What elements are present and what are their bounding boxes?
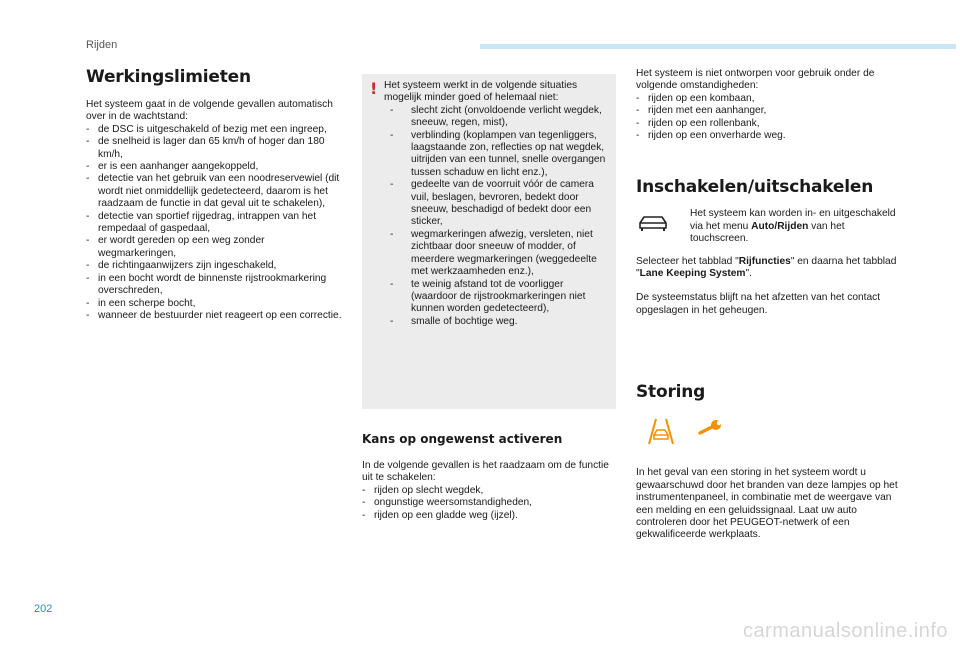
right-column [636, 68, 898, 542]
select-suffix: ". [745, 268, 752, 280]
list-item: - wanneer de bestuurder niet reageert op een correctie. [86, 310, 344, 322]
list-item: - slecht zicht (onvoldoende verlicht wegdek, sneeuw, regen, mist), [390, 105, 610, 130]
lane-keeping-warning-icon [644, 417, 678, 449]
not-designed-list [636, 93, 898, 143]
list-item: - rijden op slecht wegdek, [362, 485, 616, 497]
switching-title: Inschakelen/uitschakelen [636, 177, 874, 198]
watermark: carmanualsonline.info [742, 620, 948, 642]
unwanted-list [362, 485, 616, 522]
select-prefix: Selecteer het tabblad " [636, 255, 739, 267]
list-item: - wegmarkeringen afwezig, versleten, niet zichtbaar door sneeuw of modder, of meerdere wegmarkeringen (weggedeelte met werkzaamheden enz.), [390, 229, 610, 279]
list-item: - de DSC is uitgeschakeld of bezig met een ingreep, [86, 124, 344, 136]
menu-path: Auto/Rijden [751, 220, 809, 232]
car-front-icon [636, 208, 690, 238]
list-item: - ongunstige weersomstandigheden, [362, 497, 616, 509]
switching-text-suffix: van het touchscreen. [690, 220, 845, 245]
switching-icon-text [690, 208, 898, 245]
list-item: - rijden op een onverharde weg. [636, 130, 898, 142]
list-item: - er is een aanhanger aangekoppeld, [86, 161, 344, 173]
tab-name-rijfuncties: Rijfuncties [738, 255, 791, 267]
list-item: - gedeelte van de voorruit vóór de camera vuil, beslagen, bevroren, bedekt door sneeuw, beschadigd of bedekt door een sticker, [390, 179, 610, 229]
list-item: - detectie van sportief rijgedrag, intrappen van het rempedaal of gaspedaal, [86, 211, 344, 236]
unwanted-intro: In de volgende gevallen is het raadzaam om de functie uit te schakelen: [362, 460, 609, 484]
list-item: - detectie van het gebruik van een noodreservewiel (dit wordt niet onmiddellijk gedetecteerd, daarom is het raadzaam de functie in dat geval uit te schakelen), [86, 173, 344, 210]
limits-section [86, 66, 344, 322]
list-item: - smalle of bochtige weg. [390, 316, 610, 328]
list-item: - rijden met een aanhanger, [636, 105, 898, 117]
list-item: - in een bocht wordt de binnenste rijstrookmarkering overschreden, [86, 273, 344, 298]
warning-box [362, 74, 616, 409]
header-bar [480, 44, 956, 49]
fault-text: In het geval van een storing in het systeem wordt u gewaarschuwd door het branden van deze lampjes op het instrumentenpaneel, in combinatie met de weergave van een melding en een geluidssignaal. Laat uw auto controleren door het PEUGEOT-netwerk of een gekwalificeerde werkplaats. [636, 467, 898, 541]
not-designed-intro: Het systeem is niet ontworpen voor gebruik onder de volgende omstandigheden: [636, 68, 875, 92]
tab-name-lane-keeping: Lane Keeping System [639, 268, 746, 280]
wrench-icon [698, 419, 724, 443]
page-number: 202 [34, 603, 53, 615]
list-item: - de snelheid is lager dan 65 km/h of hoger dan 180 km/h, [86, 136, 344, 161]
warning-exclamation-icon: ! [370, 79, 378, 98]
warning-intro: Het systeem werkt in de volgende situaties mogelijk minder goed of helemaal niet: [384, 80, 578, 104]
header-section-label: Rijden [86, 39, 118, 51]
select-tab-text [636, 256, 898, 281]
list-item: - rijden op een rollenbank, [636, 118, 898, 130]
unwanted-title: Kans op ongewenst activeren [362, 432, 563, 446]
list-item: - te weinig afstand tot de voorligger (waardoor de rijstrookmarkeringen niet kunnen worden gedetecteerd), [390, 279, 610, 316]
list-item: - er wordt gereden op een weg zonder wegmarkeringen, [86, 235, 344, 260]
list-item: - rijden op een kombaan, [636, 93, 898, 105]
warning-list [384, 105, 610, 328]
list-item: - verblinding (koplampen van tegenliggers, laagstaande zon, reflecties op nat wegdek, uitrijden van een tunnel, snelle overgangen tussen schaduw en licht enz.), [390, 130, 610, 180]
list-item: - de richtingaanwijzers zijn ingeschakeld, [86, 260, 344, 272]
fault-title: Storing [636, 382, 706, 403]
list-item: - rijden op een gladde weg (ijzel). [362, 510, 616, 522]
limits-list [86, 124, 344, 323]
switching-text-prefix: Het systeem kan worden in- en uitgeschakeld via het menu [690, 208, 896, 232]
switching-icon-row [636, 208, 898, 245]
select-mid: " en daarna het tabblad " [636, 255, 897, 280]
limits-intro: Het systeem gaat in de volgende gevallen automatisch over in de wachtstand: [86, 99, 333, 123]
list-item: - in een scherpe bocht, [86, 298, 344, 310]
middle-column [362, 74, 616, 522]
limits-title: Werkingslimieten [86, 67, 251, 87]
fault-icons [636, 413, 898, 453]
memory-text: De systeemstatus blijft na het afzetten van het contact opgeslagen in het geheugen. [636, 292, 881, 316]
